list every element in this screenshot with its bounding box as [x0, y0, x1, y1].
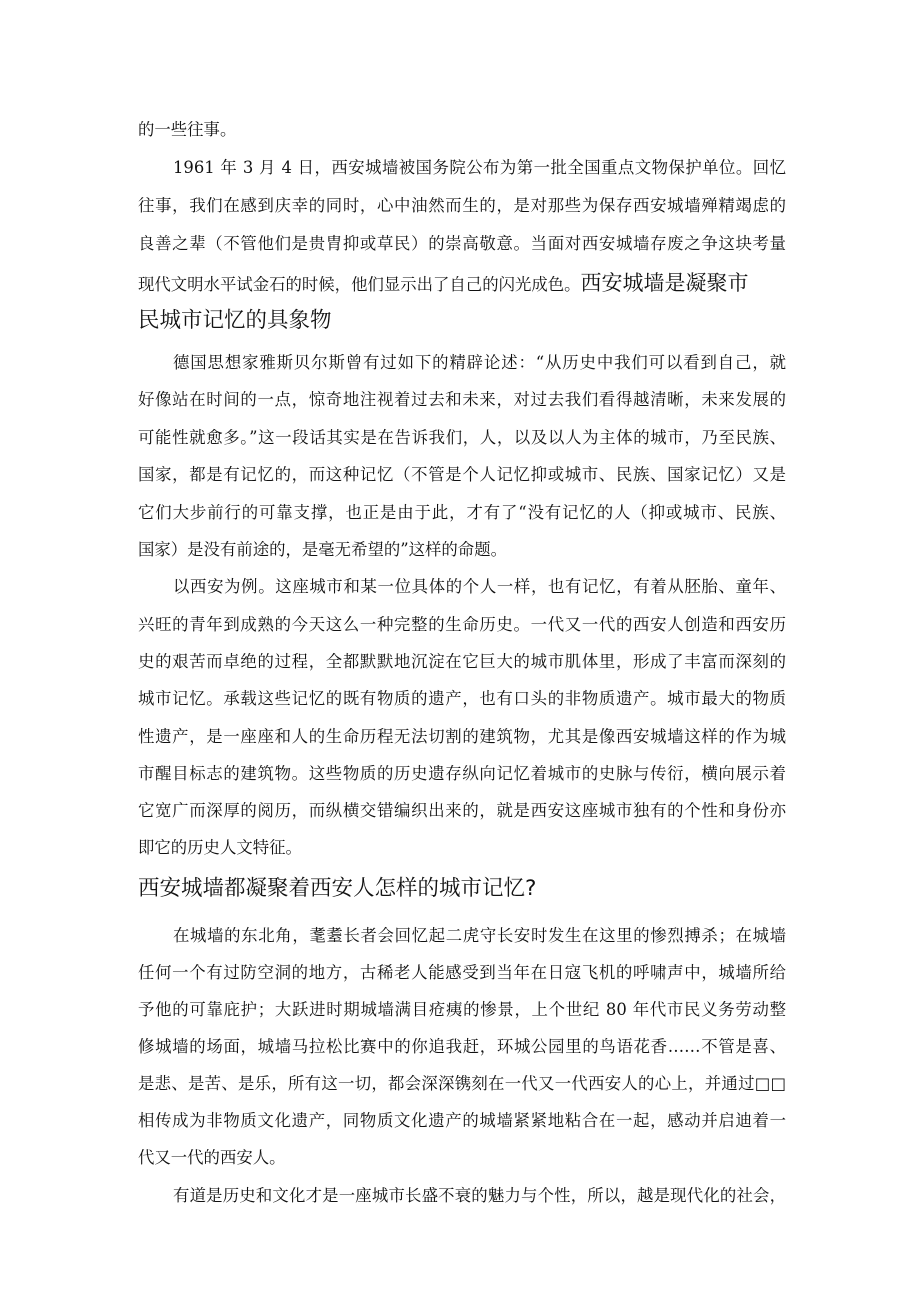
paragraph-line: 它宽广而深厚的阅历，而纵横交错编织出来的，就是西安这座城市独有的个性和身份亦: [138, 801, 786, 820]
paragraph-line: 市醒目标志的建筑物。这些物质的历史遗存纵向记忆着城市的史脉与传衍，横向展示着: [138, 764, 786, 783]
paragraph-line: 在城墙的东北角，耄耋长者会回忆起二虎守长安时发生在这里的惨烈搏杀；在城墙: [173, 926, 786, 945]
paragraph-line: 即它的历史人文特征。: [138, 838, 302, 857]
paragraph-line: 可能性就愈多。”这一段话其实是在告诉我们，人，以及以人为主体的城市，乃至民族、: [138, 428, 786, 447]
paragraph-line: 相传成为非物质文化遗产，同物质文化遗产的城墙紧紧地粘合在一起，感动并启迪着一: [138, 1111, 786, 1130]
paragraph-line: 它们大步前行的可靠支撑，也正是由于此，才有了“没有记忆的人（抑或城市、民族、: [138, 503, 786, 522]
paragraph-line-with-heading: [138, 270, 786, 298]
paragraph-line: 修城墙的场面，城墙马拉松比赛中的你追我赶，环城公园里的鸟语花香……不管是喜、: [138, 1037, 786, 1056]
paragraph-line: 有道是历史和文化才是一座城市长盛不衰的魅力与个性，所以，越是现代化的社会，: [173, 1186, 786, 1205]
paragraph-line: 性遗产，是一座座和人的生命历程无法切割的建筑物，尤其是像西安城墙这样的作为城: [138, 727, 786, 746]
paragraph-line: 往事，我们在感到庆幸的同时，心中油然而生的，是对那些为保存西安城墙殚精竭虑的: [138, 196, 786, 215]
paragraph-line: 国家，都是有记忆的，而这种记忆（不管是个人记忆抑或城市、民族、国家记忆）又是: [138, 465, 786, 484]
paragraph-line: 德国思想家雅斯贝尔斯曾有过如下的精辟论述：“从历史中我们可以看到自己，就: [173, 353, 786, 372]
paragraph-line: 是悲、是苦、是乐，所有这一切，都会深深镌刻在一代又一代西安人的心上，并通过□□: [138, 1074, 786, 1093]
paragraph-line: 任何一个有过防空洞的地方，古稀老人能感受到当年在日寇飞机的呼啸声中，城墙所给: [138, 963, 786, 982]
paragraph-line: 1961 年 3 月 4 日，西安城墙被国务院公布为第一批全国重点文物保护单位。回忆: [173, 158, 786, 177]
paragraph-line: 城市记忆。承载这些记忆的既有物质的遗产，也有口头的非物质遗产。城市最大的物质: [138, 689, 786, 708]
paragraph-line: 国家）是没有前途的，是毫无希望的”这样的命题。: [138, 540, 507, 559]
section-heading: 西安城墙都凝聚着西安人怎样的城市记忆?: [138, 876, 537, 901]
paragraph-line: 良善之辈（不管他们是贵胄抑或草民）的崇高敬意。当面对西安城墙存废之争这块考量: [138, 234, 786, 253]
paragraph-line: 史的艰苦而卓绝的过程，全都默默地沉淀在它巨大的城市肌体里，形成了丰富而深刻的: [138, 652, 786, 671]
section-heading: 民城市记忆的具象物: [138, 308, 332, 333]
section-heading-inline: 西安城墙是凝聚市: [580, 271, 749, 295]
paragraph-line: 好像站在时间的一点，惊奇地注视着过去和未来，对过去我们看得越清晰，未来发展的: [138, 390, 786, 409]
paragraph-line: 的一些往事。: [138, 120, 237, 139]
paragraph-line: 代又一代的西安人。: [138, 1148, 286, 1167]
paragraph-line: 兴旺的青年到成熟的今天这么一种完整的生命历史。一代又一代的西安人创造和西安历: [138, 615, 786, 634]
paragraph-text: 现代文明水平试金石的时候，他们显示出了自己的闪光成色。: [138, 275, 581, 294]
paragraph-line: 予他的可靠庇护；大跃进时期城墙满目疮痍的惨景，上个世纪 80 年代市民义务劳动整: [138, 1000, 786, 1019]
paragraph-line: 以西安为例。这座城市和某一位具体的个人一样，也有记忆，有着从胚胎、童年、: [173, 577, 786, 596]
